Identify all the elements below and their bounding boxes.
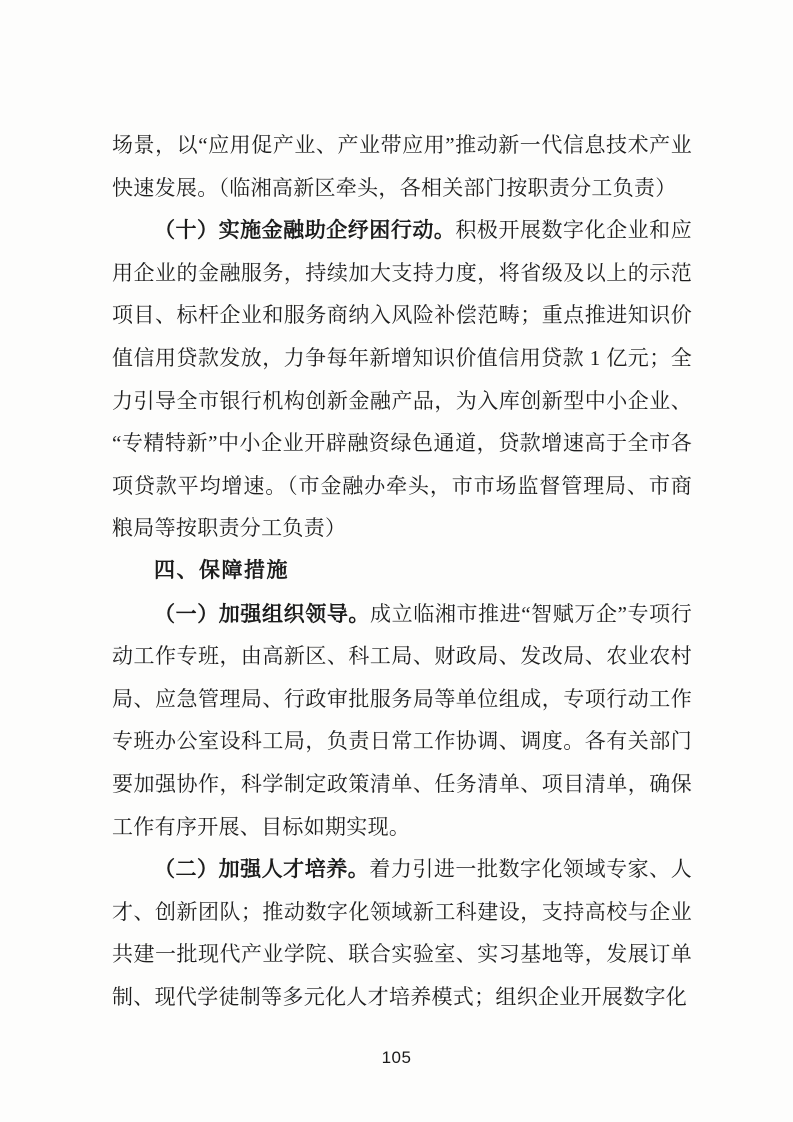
paragraph-text: 积极开展数字化企业和应用企业的金融服务，持续加大支持力度，将省级及以上的示范项目、标杆企业和服务商纳入风险补偿范畴；重点推进知识价值信用贷款发放，力争每年新增知识价值信用贷款 1 亿元；全力引导全市银行机构创新金融产品，为入库创新型中小企业、“专精特新”中小企业开辟融资绿色通道，贷款增速高于全市各项贷款平均增速。（市金融办牵头，市市场监督管理局、市商粮局等按职责分工负责） (112, 218, 692, 541)
paragraph-bold-lead: （十）实施金融助企纾困行动。 (154, 218, 456, 243)
paragraph-text: 着力引进一批数字化领域专家、人才、创新团队；推动数字化领域新工科建设，支持高校与企业共建一批现代产业学院、联合实验室、实习基地等，发展订单制、现代学徒制等多元化人才培养模式；组织企业开展数字化 (112, 857, 693, 1009)
section-heading-safeguards (112, 550, 692, 593)
document-body (112, 124, 692, 1018)
paragraph-item-two (112, 848, 692, 1018)
paragraph-continuation (112, 124, 692, 209)
paragraph-text: 成立临湘市推进“智赋万企”专项行动工作专班，由高新区、科工局、财政局、发改局、农业农村局、应急管理局、行政审批服务局等单位组成，专项行动工作专班办公室设科工局，负责日常工作协调、调度。各有关部门要加强协作，科学制定政策清单、任务清单、项目清单，确保工作有序开展、目标如期实现。 (112, 601, 692, 839)
paragraph-bold-lead: （一）加强组织领导。 (154, 601, 371, 626)
paragraph-text: 场景，以“应用促产业、产业带应用”推动新一代信息技术产业快速发展。（临湘高新区牵头，各相关部门按职责分工负责） (112, 133, 692, 200)
section-heading-text: 四、保障措施 (154, 558, 289, 582)
paragraph-item-ten (112, 209, 692, 550)
paragraph-item-one (112, 593, 692, 849)
page-number: 105 (381, 1048, 412, 1067)
paragraph-bold-lead: （二）加强人才培养。 (154, 857, 370, 882)
